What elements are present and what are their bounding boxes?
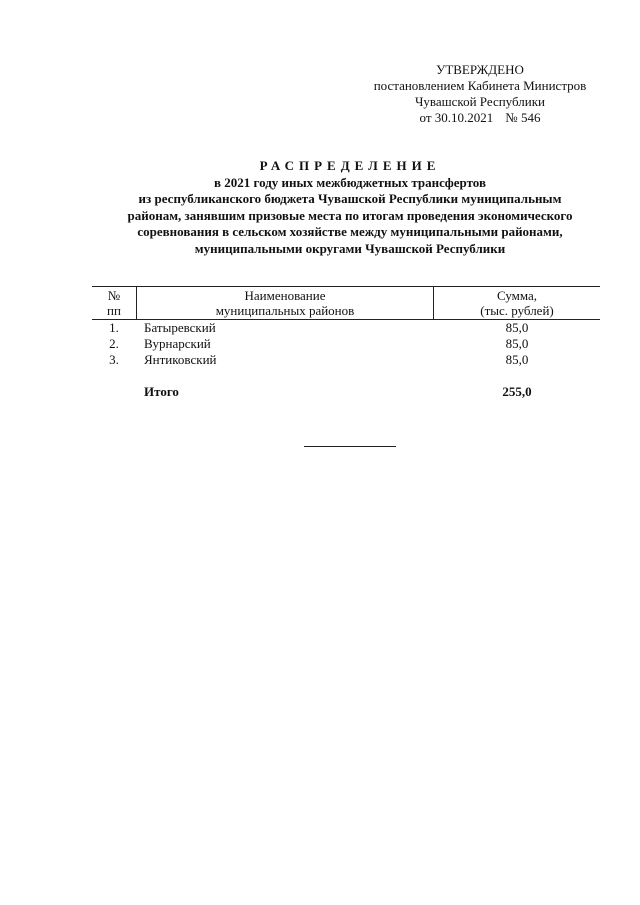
total-row bbox=[92, 384, 600, 400]
document-title bbox=[80, 158, 620, 257]
header-name bbox=[136, 287, 434, 319]
approval-date-number bbox=[330, 110, 630, 126]
header-name-line2: муниципальных районов bbox=[215, 303, 355, 318]
header-sum-line2: (тыс. рублей) bbox=[480, 303, 554, 318]
footer-divider bbox=[304, 446, 396, 447]
approval-number: № 546 bbox=[505, 110, 541, 125]
title-main: РАСПРЕДЕЛЕНИЕ bbox=[259, 158, 441, 173]
table-body bbox=[92, 320, 600, 368]
table-row bbox=[92, 336, 600, 352]
distribution-table bbox=[92, 286, 600, 400]
title-line-5: муниципальными округами Чувашской Республики bbox=[194, 240, 506, 256]
approval-heading: УТВЕРЖДЕНО bbox=[436, 62, 524, 77]
header-name-line1: Наименование bbox=[244, 288, 326, 303]
title-line-2: из республиканского бюджета Чувашской Республики муниципальным bbox=[138, 191, 562, 206]
table-header bbox=[92, 286, 600, 320]
total-label: Итого bbox=[144, 384, 179, 399]
header-sum bbox=[434, 287, 600, 319]
approval-stamp bbox=[330, 62, 630, 126]
row-number: 2. bbox=[109, 336, 119, 351]
row-number: 1. bbox=[109, 320, 119, 335]
approval-authority: постановлением Кабинета Министров bbox=[373, 78, 587, 93]
approval-republic: Чувашской Республики bbox=[414, 94, 546, 109]
total-number-cell bbox=[92, 384, 136, 400]
table-row bbox=[92, 320, 600, 336]
header-number bbox=[92, 287, 136, 319]
header-sum-line1: Сумма, bbox=[496, 288, 538, 303]
row-sum: 85,0 bbox=[505, 320, 529, 335]
header-number-line2: пп bbox=[107, 303, 121, 318]
row-district-name: Батыревский bbox=[144, 320, 216, 335]
row-sum: 85,0 bbox=[505, 336, 529, 351]
header-number-line1: № bbox=[107, 288, 121, 303]
row-district-name: Янтиковский bbox=[144, 352, 217, 367]
title-line-4: соревнования в сельском хозяйстве между муниципальными районами, bbox=[137, 224, 563, 239]
row-sum: 85,0 bbox=[505, 352, 529, 367]
title-line-1: в 2021 году иных межбюджетных трансфертов bbox=[214, 174, 486, 190]
approval-date: от 30.10.2021 bbox=[419, 110, 494, 125]
row-district-name: Вурнарский bbox=[144, 336, 211, 351]
row-number: 3. bbox=[109, 352, 119, 367]
table-row bbox=[92, 352, 600, 368]
title-line-3: районам, занявшим призовые места по итогам проведения экономического bbox=[127, 207, 573, 223]
total-sum: 255,0 bbox=[502, 384, 532, 399]
